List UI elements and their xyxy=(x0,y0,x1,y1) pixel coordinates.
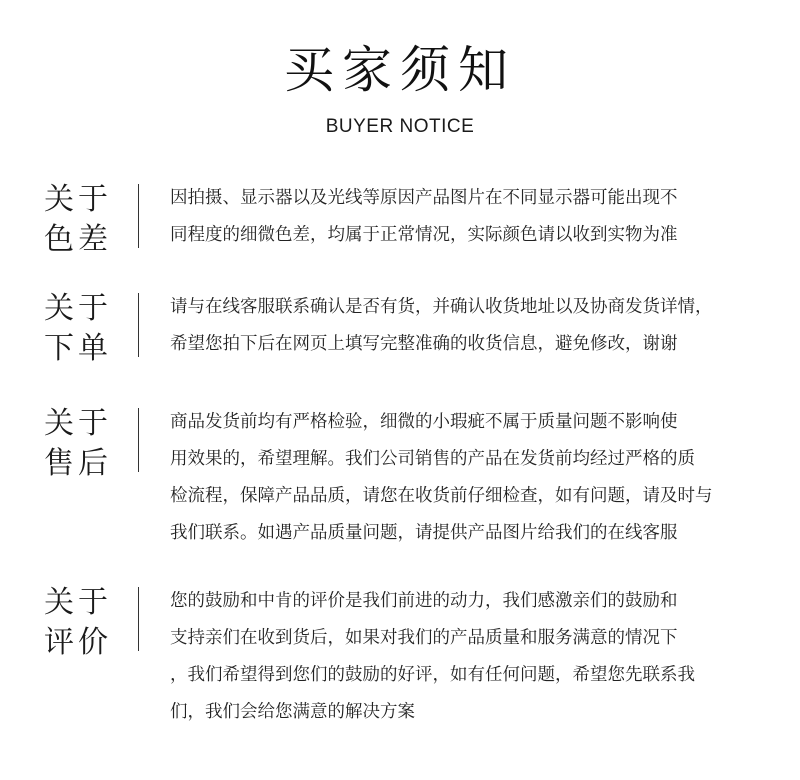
section-divider xyxy=(138,408,139,472)
page-title: 买家须知 xyxy=(284,41,516,99)
body-line: 用效果的，希望理解。我们公司销售的产品在发货前均经过严格的质 xyxy=(170,449,695,469)
heading-line: 关于 xyxy=(44,585,112,620)
body-line: 因拍摄、显示器以及光线等原因产品图片在不同显示器可能出现不 xyxy=(170,188,678,208)
section-heading xyxy=(44,583,124,663)
section-body xyxy=(170,583,762,731)
body-line: 们，我们会给您满意的解决方案 xyxy=(170,702,415,722)
section-body xyxy=(170,404,762,552)
section-body xyxy=(170,180,762,254)
heading-line: 下单 xyxy=(44,331,112,366)
body-line: ，我们希望得到您们的鼓励的好评，如有任何问题，希望您先联系我 xyxy=(170,665,695,685)
section-divider xyxy=(138,184,139,248)
section-heading xyxy=(44,180,124,260)
page-subtitle: BUYER NOTICE xyxy=(325,116,475,137)
body-line: 同程度的细微色差，均属于正常情况，实际颜色请以收到实物为准 xyxy=(170,225,678,245)
body-line: 商品发货前均有严格检验，细微的小瑕疵不属于质量问题不影响使 xyxy=(170,412,678,432)
section-heading xyxy=(44,289,124,369)
heading-line: 关于 xyxy=(44,182,112,217)
section-heading xyxy=(44,404,124,484)
heading-line: 色差 xyxy=(44,222,112,257)
heading-line: 售后 xyxy=(44,446,112,481)
section-body xyxy=(170,289,762,363)
body-line: 请与在线客服联系确认是否有货，并确认收货地址以及协商发货详情， xyxy=(170,297,713,317)
body-line: 您的鼓励和中肯的评价是我们前进的动力，我们感激亲们的鼓励和 xyxy=(170,591,678,611)
body-line: 我们联系。如遇产品质量问题，请提供产品图片给我们的在线客服 xyxy=(170,523,678,543)
section-divider xyxy=(138,293,139,357)
heading-line: 关于 xyxy=(44,291,112,326)
heading-line: 评价 xyxy=(44,625,112,660)
body-line: 希望您拍下后在网页上填写完整准确的收货信息，避免修改，谢谢 xyxy=(170,334,678,354)
body-line: 检流程，保障产品品质，请您在收货前仔细检查，如有问题，请及时与 xyxy=(170,486,713,506)
section-divider xyxy=(138,587,139,651)
body-line: 支持亲们在收到货后，如果对我们的产品质量和服务满意的情况下 xyxy=(170,628,678,648)
heading-line: 关于 xyxy=(44,406,112,441)
